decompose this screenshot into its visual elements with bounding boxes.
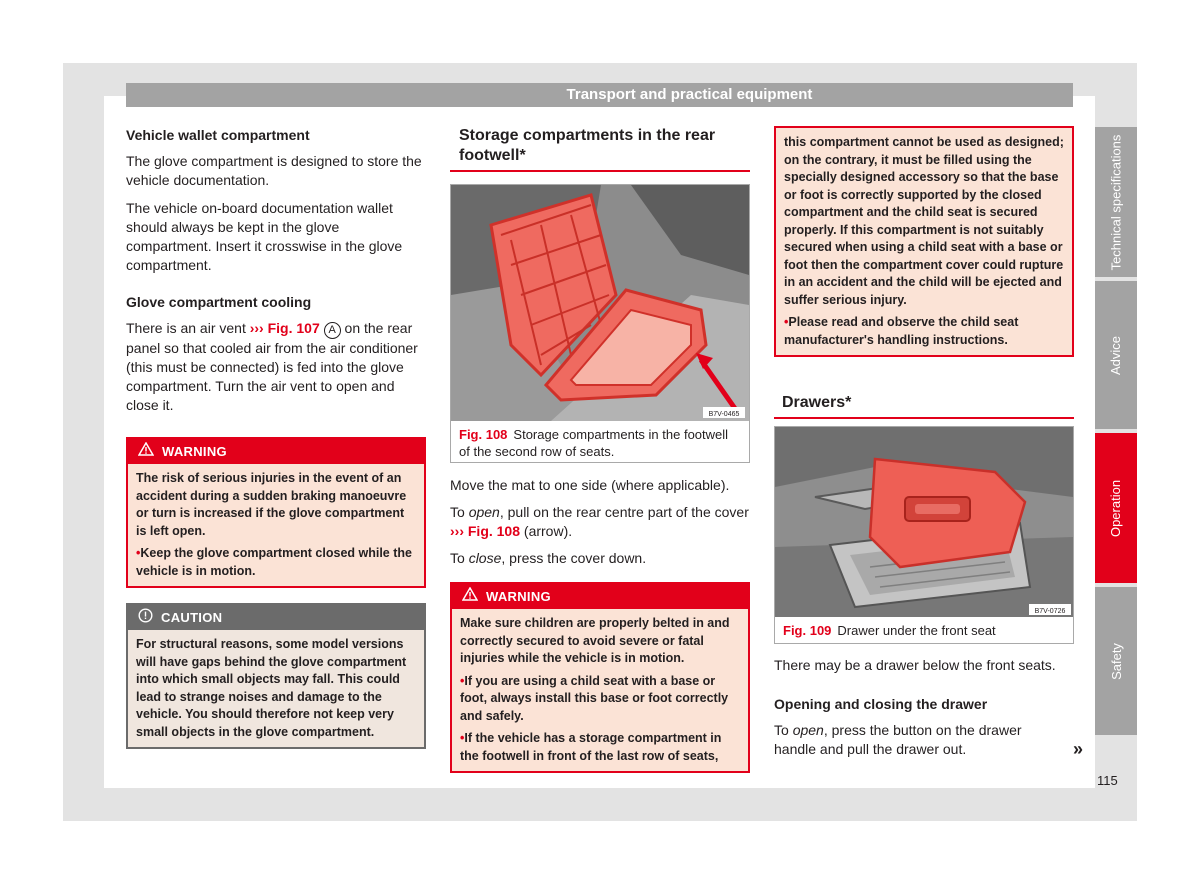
warning-triangle-icon: [462, 587, 478, 606]
figure-label: Fig. 109: [783, 623, 832, 638]
text: To: [774, 722, 793, 738]
callout-circle: A: [324, 322, 341, 339]
warning-bullet: • If you are using a child seat with a base or foot, always install this base or foot correctly and safely.: [460, 673, 740, 726]
emphasis: open: [792, 722, 824, 738]
warning-text: Make sure children are properly belted in and correctly secured to avoid severe or fatal injuries while the vehicle is in motion.: [460, 616, 730, 665]
caption-text: Drawer under the front seat: [837, 623, 996, 638]
warning-header: [452, 584, 748, 609]
column-left: [126, 126, 426, 749]
warning-box: [126, 437, 426, 588]
paragraph: [450, 503, 750, 541]
tab-operation[interactable]: [1095, 433, 1137, 583]
info-circle-icon: [138, 608, 153, 628]
page-number: 115: [1097, 773, 1118, 788]
text: on the rear panel so that cooled air from the air conditioner (this must be connected) is fed into the glove compartment. Turn the air vent to open and close it.: [126, 320, 418, 413]
caution-body: [128, 630, 424, 747]
column-right-lower: [774, 656, 1074, 759]
section-header: Transport and practical equipment: [126, 83, 1073, 107]
tab-safety[interactable]: [1095, 587, 1137, 735]
text: (arrow).: [520, 523, 573, 539]
warning-box: [450, 582, 750, 773]
warning-box-continued: [774, 126, 1074, 357]
caution-text: For structural reasons, some model versions will have gaps behind the glove compartment into which small objects may fall. This could lead to strange noises and damage to the vehicle. You should therefore not keep very small objects in the glove compartment.: [136, 637, 407, 739]
paragraph: [774, 721, 1064, 759]
drawer-illustration: [775, 427, 1073, 617]
tab-advice[interactable]: [1095, 281, 1137, 429]
text: To: [450, 504, 469, 520]
emphasis: close: [468, 550, 502, 566]
column-middle: [450, 126, 750, 172]
subheading-wallet: Vehicle wallet compartment: [126, 127, 310, 143]
warning-body: [452, 609, 748, 771]
subheading-cooling: Glove compartment cooling: [126, 294, 312, 310]
tab-label: Safety: [1108, 642, 1124, 680]
tab-label: Advice: [1108, 335, 1124, 375]
paragraph: The glove compartment is designed to store the vehicle documentation.: [126, 153, 422, 188]
emphasis: open: [468, 504, 500, 520]
figure-label: Fig. 108: [459, 427, 508, 442]
paragraph: Move the mat to one side (where applicable).: [450, 477, 730, 493]
paragraph: There may be a drawer below the front seats.: [774, 657, 1056, 673]
column-middle-lower: [450, 476, 750, 773]
subheading-drawer: Opening and closing the drawer: [774, 696, 988, 712]
continue-mark: »: [1073, 739, 1084, 759]
section-heading-drawers: Drawers*: [774, 393, 1074, 419]
figure-108: [450, 184, 750, 463]
tab-technical-specifications[interactable]: [1095, 127, 1137, 277]
text: , press the cover down.: [501, 550, 647, 566]
warning-triangle-icon: [138, 442, 154, 461]
paragraph: [450, 549, 750, 568]
text: There is an air vent: [126, 320, 250, 336]
caution-header: [128, 605, 424, 630]
figure-caption: [775, 617, 1073, 644]
warning-text: this compartment cannot be used as designed; on the contrary, it must be filled using the specially designed accessory so that the base or foot is correctly supported by the closed compartment and the child seat is secured properly. If this compartment is not suitably secured when using a child seat with a base or foot then the compartment cover could rupture in an accident and the child will be ejected and suffer serious injury.: [784, 135, 1064, 307]
warning-title: WARNING: [486, 589, 551, 604]
text: , pull on the rear centre part of the cover: [499, 504, 749, 520]
figure-caption: [451, 421, 749, 465]
column-right: [774, 126, 1074, 419]
warning-header: [128, 439, 424, 464]
paragraph: [126, 319, 426, 415]
text: To: [450, 550, 469, 566]
warning-bullet: • Keep the glove compartment closed while the vehicle is in motion.: [136, 545, 416, 580]
figure-link[interactable]: ››› Fig. 108: [450, 523, 521, 539]
caption-text: Storage compartments in the footwell of the second row of seats.: [459, 427, 729, 459]
figure-109: [774, 426, 1074, 644]
footwell-storage-illustration: [451, 185, 749, 421]
tab-label: Operation: [1108, 479, 1124, 537]
paragraph: The vehicle on-board documentation wallet should always be kept in the glove compartment. Insert it crosswise in the glove compartment.: [126, 200, 403, 273]
warning-body: [776, 128, 1072, 355]
warning-bullet: • If the vehicle has a storage compartment in the footwell in front of the last row of seats,: [460, 730, 740, 765]
warning-bullet: • Please read and observe the child seat manufacturer's handling instructions.: [784, 314, 1064, 349]
warning-text: The risk of serious injuries in the event of an accident during a sudden braking manoeuvre or turn is increased if the glove compartment is left open.: [136, 471, 407, 538]
figure-code: B7V-0465: [708, 411, 740, 418]
caution-box: [126, 603, 426, 749]
caution-title: CAUTION: [161, 610, 223, 625]
text: , press the button on the drawer handle and pull the drawer out.: [774, 722, 1022, 757]
warning-title: WARNING: [162, 444, 227, 459]
figure-code: B7V-0726: [1034, 608, 1066, 615]
section-heading-storage: Storage compartments in the rear footwell*: [450, 126, 750, 172]
figure-link[interactable]: ››› Fig. 107: [249, 320, 320, 336]
tab-label: Technical specifications: [1108, 134, 1124, 270]
warning-body: [128, 464, 424, 586]
